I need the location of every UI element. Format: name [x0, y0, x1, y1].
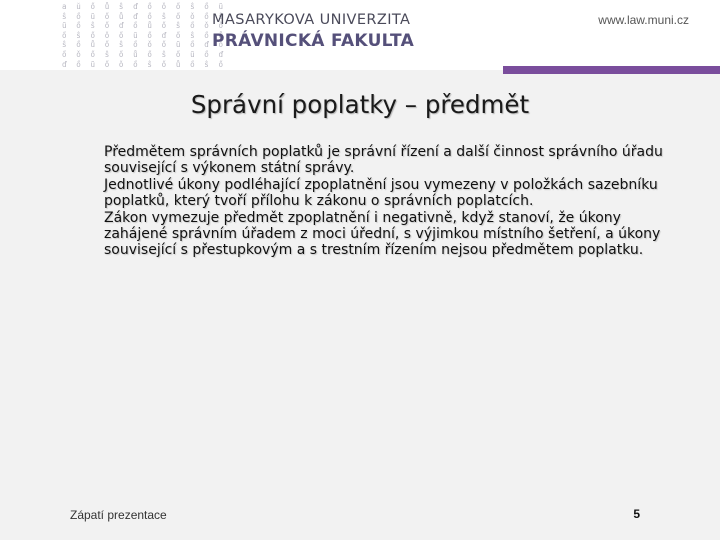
accent-bar — [503, 66, 720, 74]
site-url: www.law.muni.cz — [598, 13, 689, 27]
university-name: MASARYKOVA UNIVERZITA — [212, 12, 411, 28]
paragraph-2-text: Jednotlivé úkony podléhající zpoplatnění jsou vymezeny v položkách sazebníku poplatků, který tvoří přílohu k zákonu o správních poplatcích. — [104, 176, 658, 210]
paragraph-3-text: Zákon vymezuje předmět zpoplatnění i negativně, když stanoví, že úkony zahájené správním úřadem z moci úřední, s výjimkou místního šetření, a úkony související s přestupkovým a s trestním řízením nejsou předmětem poplatku. — [104, 209, 661, 259]
slide-title: Správní poplatky – předmět — [190, 90, 530, 119]
paragraph-1-text: je správní řízení a další činnost správního úřadu související s výkonem státní správy. — [104, 144, 663, 177]
page-number: 5 — [633, 507, 640, 521]
faculty-name: PRÁVNICKÁ FAKULTA — [212, 31, 415, 51]
university-logo-pattern: a ŭ ő ů ŝ ď ő ǒ ő ŝ ő ũ ő ů ď ő ŝ ő ũ ő ŝ ő ď ő ů ő ŝ ő ŝ ő ǒ ő ũ ő ď ő ŝ ő ů ő ŝ ő ǒ ő ũ ő ǒ ő ŝ ő ů ő ŝ ő ď ő ũ ő ǒ ő ŝ ő ů — [62, 2, 183, 69]
paragraph-2 — [104, 177, 679, 210]
paragraph-1 — [104, 144, 679, 177]
footer-text: Zápatí prezentace — [70, 508, 167, 522]
paragraph-1-lead: Předmětem správních poplatků — [104, 144, 324, 160]
paragraph-3 — [104, 210, 679, 259]
slide-body — [104, 144, 679, 259]
